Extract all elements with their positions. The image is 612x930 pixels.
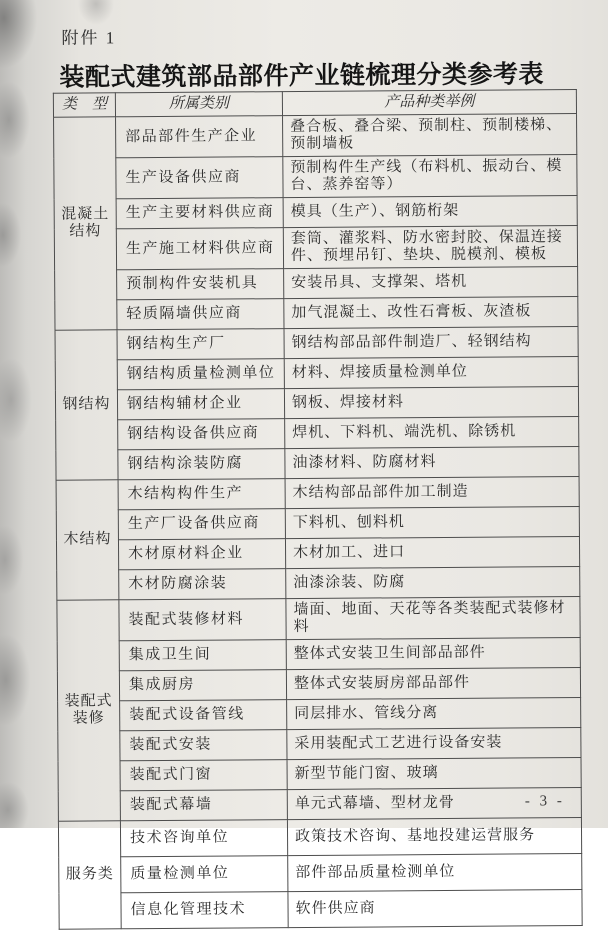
- table-row: [56, 447, 579, 481]
- type-cell: 装配式装修: [57, 600, 121, 821]
- examples-cell: 钢板、焊接材料: [284, 387, 578, 419]
- examples-cell: 木材加工、进口: [285, 537, 579, 569]
- examples-cell: 政策技术咨询、基地投建运营服务: [287, 818, 581, 856]
- category-cell: 钢结构质量检测单位: [117, 359, 284, 390]
- examples-cell: 同层排水、管线分离: [287, 698, 581, 730]
- category-cell: 木结构构件生产: [118, 479, 285, 510]
- attachment-label: 附件 1: [61, 28, 117, 48]
- examples-cell: 下料机、刨料机: [285, 507, 579, 539]
- document-title: 装配式建筑部品部件产业链梳理分类参考表: [59, 61, 545, 92]
- table-row: [56, 477, 579, 511]
- category-cell: 生产施工材料供应商: [116, 228, 283, 270]
- table-body: [54, 114, 583, 930]
- examples-cell: 叠合板、叠合梁、预制柱、预制楼梯、预制墙板: [283, 114, 577, 157]
- type-cell: 钢结构: [55, 330, 118, 480]
- category-cell: 钢结构辅材企业: [117, 389, 284, 420]
- table-row: [57, 597, 580, 642]
- table-row: [55, 387, 578, 421]
- examples-cell: 墙面、地面、天花等各类装配式装修材料: [286, 597, 580, 640]
- category-cell: 集成卫生间: [119, 640, 286, 671]
- category-cell: 预制构件安装机具: [117, 269, 284, 300]
- category-cell: 装配式门窗: [120, 760, 287, 791]
- table-row: [54, 114, 577, 159]
- examples-cell: 采用装配式工艺进行设备安装: [287, 728, 581, 760]
- category-cell: 装配式幕墙: [120, 790, 287, 821]
- type-cell: 混凝土结构: [54, 117, 117, 330]
- category-cell: 生产厂设备供应商: [118, 509, 285, 540]
- category-cell: 钢结构涂装防腐: [118, 449, 285, 480]
- table-row: [59, 890, 582, 930]
- examples-cell: 整体式安装卫生间部品部件: [286, 638, 580, 670]
- type-cell: 木结构: [56, 480, 119, 600]
- examples-cell: 软件供应商: [288, 890, 582, 928]
- category-cell: 轻质隔墙供应商: [117, 299, 284, 330]
- table-header-row: [53, 90, 576, 118]
- examples-cell: 预制构件生产线（布料机、振动台、模台、蒸养窑等）: [283, 155, 577, 198]
- examples-cell: 整体式安装厨房部品部件: [286, 668, 580, 700]
- examples-cell: 焊机、下料机、端洗机、除锈机: [285, 417, 579, 449]
- examples-cell: 模具（生产）、钢筋桁架: [283, 196, 577, 228]
- category-cell: 信息化管理技术: [121, 892, 288, 929]
- table-header-category: 所属类别: [115, 92, 282, 117]
- table-row: [55, 297, 578, 331]
- table-row: [56, 537, 579, 571]
- table-row: [56, 417, 579, 451]
- examples-cell: 材料、焊接质量检测单位: [284, 357, 578, 389]
- examples-cell: 油漆涂装、防腐: [286, 567, 580, 599]
- category-cell: 集成厨房: [119, 670, 286, 701]
- table-row: [58, 758, 581, 792]
- table-row: [55, 357, 578, 391]
- category-cell: 装配式设备管线: [120, 700, 287, 731]
- table-row: [54, 226, 577, 271]
- category-cell: 装配式装修材料: [119, 599, 286, 641]
- classification-table: [53, 89, 583, 930]
- category-cell: 生产主要材料供应商: [116, 198, 283, 229]
- category-cell: 质量检测单位: [121, 856, 288, 893]
- examples-cell: 油漆材料、防腐材料: [285, 447, 579, 479]
- category-cell: 钢结构生产厂: [117, 329, 284, 360]
- category-cell: 技术咨询单位: [120, 820, 287, 857]
- table-row: [58, 728, 581, 762]
- table-row: [59, 854, 582, 894]
- examples-cell: 加气混凝土、改性石膏板、灰渣板: [284, 297, 578, 329]
- category-cell: 部品部件生产企业: [116, 116, 283, 158]
- table-row: [57, 567, 580, 601]
- category-cell: 装配式安装: [120, 730, 287, 761]
- table-row: [54, 196, 577, 230]
- category-cell: 木材原材料企业: [118, 539, 285, 570]
- table-row: [58, 788, 581, 822]
- examples-cell: 单元式幕墙、型材龙骨: [287, 788, 581, 820]
- table-header-examples: 产品种类举例: [282, 90, 576, 116]
- category-cell: 生产设备供应商: [116, 157, 283, 199]
- table-row: [58, 818, 581, 858]
- examples-cell: 钢结构部品部件制造厂、轻钢结构: [284, 327, 578, 359]
- table-row: [58, 698, 581, 732]
- examples-cell: 木结构部品部件加工制造: [285, 477, 579, 509]
- category-cell: 钢结构设备供应商: [118, 419, 285, 450]
- table-header-type: 类 型: [53, 93, 115, 117]
- table-row: [54, 155, 577, 200]
- table-row: [57, 668, 580, 702]
- examples-cell: 新型节能门窗、玻璃: [287, 758, 581, 790]
- table-row: [55, 327, 578, 361]
- examples-cell: 部件部品质量检测单位: [288, 854, 582, 892]
- type-cell: 服务类: [58, 821, 121, 929]
- table-row: [57, 638, 580, 672]
- table-row: [55, 267, 578, 301]
- table-row: [56, 507, 579, 541]
- page-number: - 3 -: [524, 793, 565, 810]
- examples-cell: 安装吊具、支撑架、塔机: [284, 267, 578, 299]
- category-cell: 木材防腐涂装: [119, 569, 286, 600]
- examples-cell: 套筒、灌浆料、防水密封胶、保温连接件、预埋吊钉、垫块、脱模剂、模板: [283, 226, 577, 269]
